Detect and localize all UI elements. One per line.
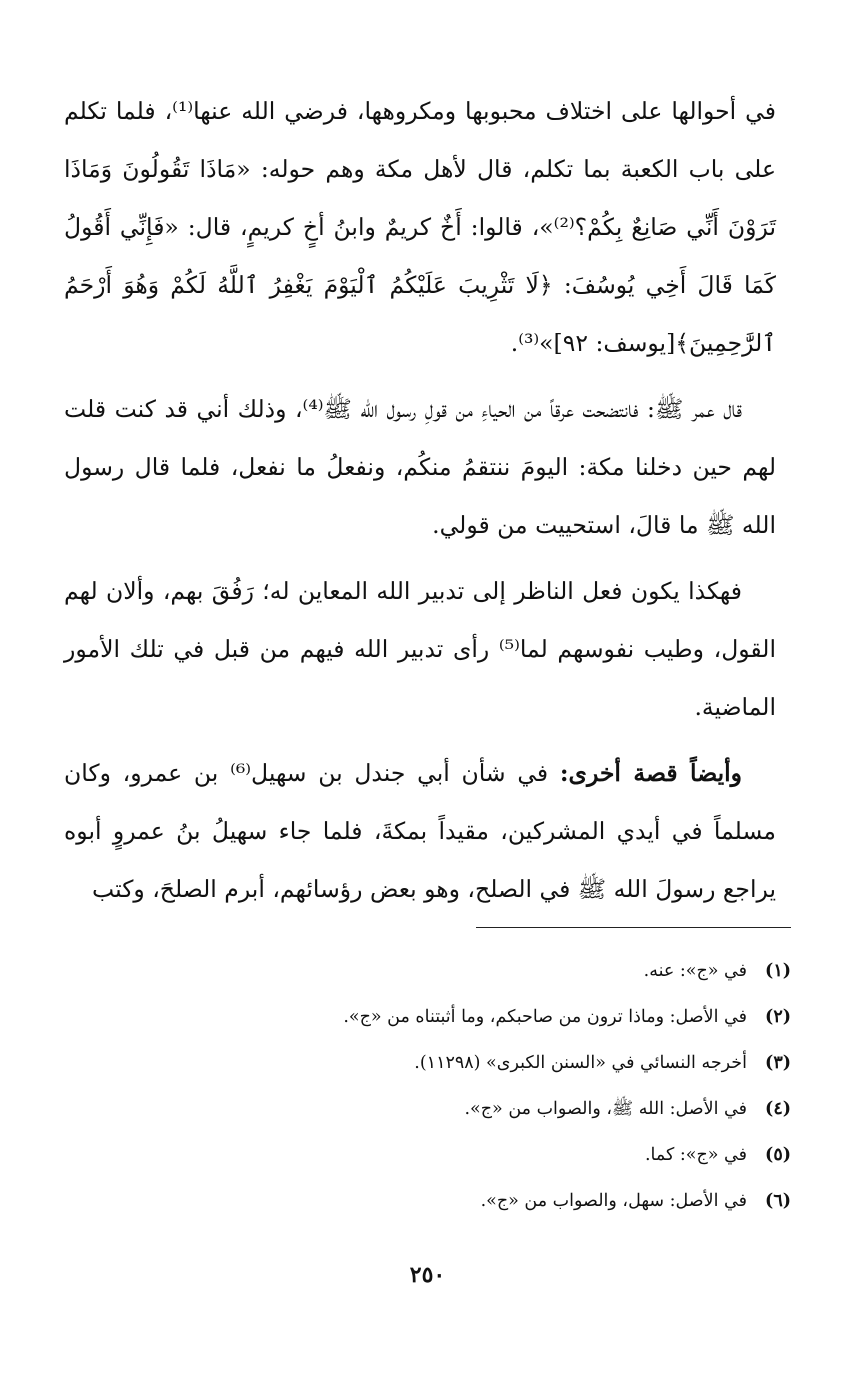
footnote-separator <box>476 927 791 928</box>
footnote-number: (٦) <box>765 1191 791 1211</box>
paragraph-2-text: قال عمر ﷺ: فانتضحت عرقاً من الحياءِ من قولِ رسول الله ﷺ⁽⁴⁾، وذلك أني قد كنت قلت لهم حين دخلنا مكة: اليومَ ننتقمُ منكُم، ونفعلُ ما نفعل، فلما قال رسول الله ﷺ ما قالَ، استحييت من قولي. <box>64 395 776 539</box>
main-text <box>64 82 776 926</box>
paragraph-2 <box>64 380 776 554</box>
footnote-2 <box>79 994 791 1040</box>
paragraph-4 <box>64 744 776 918</box>
footnote-4 <box>79 1086 791 1132</box>
paragraph-3 <box>64 562 776 736</box>
footnote-5 <box>79 1132 791 1178</box>
footnote-number: (٥) <box>765 1145 791 1165</box>
footnote-text: في «ج»: عنه. <box>643 961 747 981</box>
paragraph-3-text: فهكذا يكون فعل الناظر إلى تدبير الله المعاين له؛ رَفُقَ بهم، وألان لهم القول، وطيب نفوسهم لما⁽⁵⁾ رأى تدبير الله فيهم من قبل في تلك الأمور الماضية. <box>64 577 776 721</box>
footnote-text: في «ج»: كما. <box>644 1145 747 1165</box>
page-number: ٢٥٠ <box>409 1262 446 1288</box>
footnote-text: في الأصل: سهل، والصواب من «ج». <box>480 1191 747 1211</box>
paragraph-1 <box>64 82 776 372</box>
footnote-number: (٣) <box>765 1053 791 1073</box>
paragraph-4-text: في شأن أبي جندل بن سهيل⁽⁶⁾ بن عمرو، وكان مسلماً في أيدي المشركين، مقيداً بمكةَ، فلما جاء سهيلُ بنُ عمروٍ أبوه يراجع رسولَ الله ﷺ في الصلح، وهو بعض رؤسائهم، أبرم الصلحَ، وكتب <box>64 759 776 903</box>
paragraph-1-text: في أحوالها على اختلاف محبوبها ومكروهها، فرضي الله عنها⁽¹⁾، فلما تكلم على باب الكعبة بما تكلم، قال لأهل مكة وهم حوله: «مَاذَا تَقُولُونَ وَمَاذَا تَرَوْنَ أَنِّي صَانِعٌ بِكُمْ؟⁽²⁾»، قالوا: أَخٌ كريمٌ وابنُ أخٍ كريمٍ، قال: «فَإِنِّي أَقُولُ كَمَا قَالَ أَخِي يُوسُفَ: ﴿لَا تَثْرِيبَ عَلَيْكُمُ ٱلْيَوْمَ يَغْفِرُ ٱللَّهُ لَكُمْ وَهُوَ أَرْحَمُ ٱلرَّٰحِمِينَ﴾[يوسف: ٩٢]»⁽³⁾. <box>64 97 776 357</box>
footnote-number: (٢) <box>765 1007 791 1027</box>
footnote-text: في الأصل: الله ﷺ، والصواب من «ج». <box>464 1099 747 1119</box>
footnote-text: أخرجه النسائي في «السنن الكبرى» (١١٢٩٨). <box>414 1053 747 1073</box>
paragraph-4-lead: وأيضاً قصة أخرى: <box>559 759 743 787</box>
footnote-text: في الأصل: وماذا ترون من صاحبكم، وما أثبتناه من «ج». <box>343 1007 747 1027</box>
footnote-number: (٤) <box>765 1099 791 1119</box>
footnotes <box>79 948 791 1224</box>
footnote-number: (١) <box>765 961 791 981</box>
footnote-6 <box>79 1178 791 1224</box>
footnote-1 <box>79 948 791 994</box>
footnote-3 <box>79 1040 791 1086</box>
